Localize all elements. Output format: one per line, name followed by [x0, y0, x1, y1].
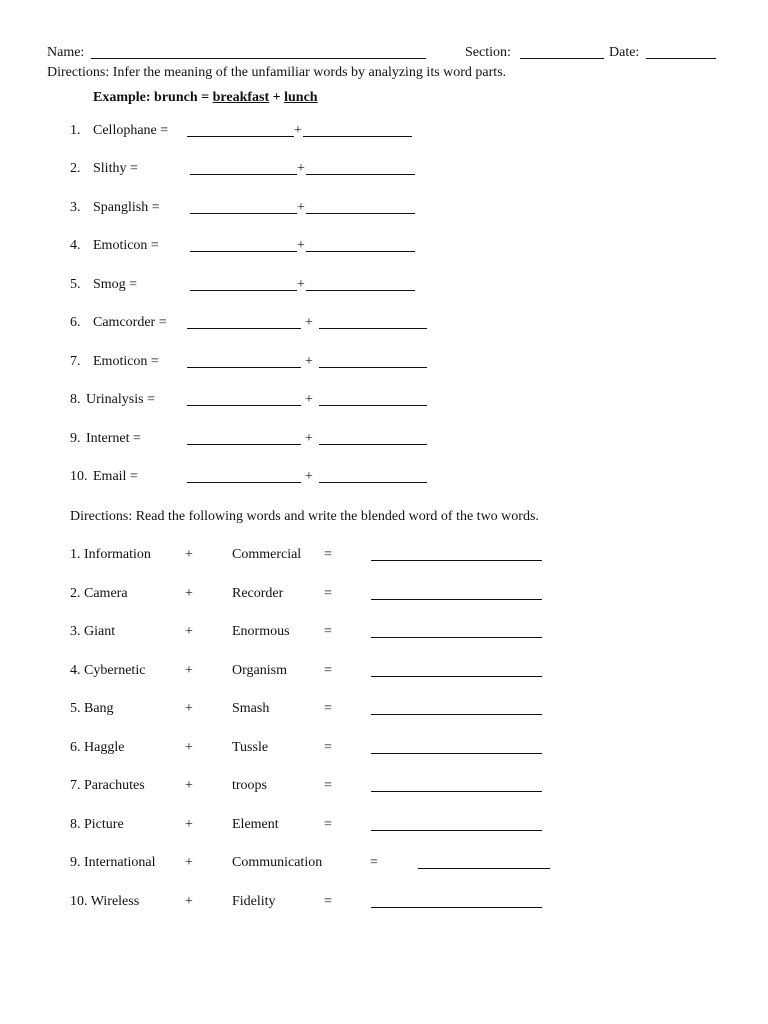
list-item-number: 1. — [70, 123, 81, 138]
date-label: Date: — [609, 45, 640, 60]
word-left: 7. Parachutes — [70, 778, 145, 793]
list-item-word: Internet = — [86, 431, 141, 446]
plus-sign: + — [185, 547, 193, 562]
blend-answer-10[interactable] — [371, 894, 542, 908]
answer-blank-7a[interactable] — [187, 354, 301, 368]
directions-2: Directions: Read the following words and write the blended word of the two words. — [70, 509, 539, 524]
answer-blank-1a[interactable] — [187, 123, 294, 137]
plus-sign: + — [185, 701, 193, 716]
list-item-number: 5. — [70, 277, 81, 292]
example-part2: lunch — [284, 90, 318, 105]
equals-sign: = — [324, 740, 332, 755]
word-left: 2. Camera — [70, 586, 128, 601]
answer-blank-10b[interactable] — [319, 469, 427, 483]
equals-sign: = — [370, 855, 378, 870]
word-right: Communication — [232, 855, 323, 870]
plus-sign: + — [185, 586, 193, 601]
list-item-word: Spanglish = — [93, 200, 160, 215]
blend-answer-4[interactable] — [371, 663, 542, 677]
equals-sign: = — [324, 817, 332, 832]
list-item-word: Email = — [93, 469, 138, 484]
list-item-word: Camcorder = — [93, 315, 167, 330]
plus-sign: + — [185, 624, 193, 639]
plus-sign: + — [185, 855, 193, 870]
answer-blank-8b[interactable] — [319, 392, 427, 406]
word-left: 10. Wireless — [70, 894, 140, 909]
answer-blank-7b[interactable] — [319, 354, 427, 368]
list-item-word: Emoticon = — [93, 238, 159, 253]
answer-blank-5a[interactable] — [190, 277, 297, 291]
list-item-word: Urinalysis = — [86, 392, 155, 407]
word-right: troops — [232, 778, 267, 793]
word-right: Commercial — [232, 547, 302, 562]
word-left: 1. Information — [70, 547, 151, 562]
list-item-number: 8. — [70, 392, 81, 407]
blend-answer-9[interactable] — [418, 855, 550, 869]
answer-blank-1b[interactable] — [303, 123, 412, 137]
list-item-number: 3. — [70, 200, 81, 215]
word-left: 5. Bang — [70, 701, 114, 716]
example-line — [93, 90, 318, 106]
list-item-number: 7. — [70, 354, 81, 369]
blend-answer-3[interactable] — [371, 624, 542, 638]
equals-sign: = — [324, 894, 332, 909]
equals-sign: = — [324, 663, 332, 678]
word-right: Fidelity — [232, 894, 276, 909]
word-right: Smash — [232, 701, 270, 716]
word-right: Enormous — [232, 624, 290, 639]
blend-answer-6[interactable] — [371, 740, 542, 754]
plus-sign: + — [297, 200, 305, 215]
word-left: 9. International — [70, 855, 156, 870]
plus-sign: + — [305, 469, 313, 484]
list-item-number: 6. — [70, 315, 81, 330]
blend-answer-5[interactable] — [371, 701, 542, 715]
list-item-word: Smog = — [93, 277, 138, 292]
answer-blank-4b[interactable] — [306, 238, 415, 252]
date-field[interactable] — [646, 45, 716, 59]
directions-1: Directions: Infer the meaning of the unfamiliar words by analyzing its word parts. — [47, 65, 507, 80]
answer-blank-9a[interactable] — [187, 431, 301, 445]
list-item-word: Cellophane = — [93, 123, 169, 138]
list-item-number: 2. — [70, 161, 81, 176]
plus-sign: + — [185, 817, 193, 832]
plus-sign: + — [305, 392, 313, 407]
list-item-word: Emoticon = — [93, 354, 159, 369]
word-right: Recorder — [232, 586, 284, 601]
list-item-number: 10. — [70, 469, 88, 484]
example-plus: + — [269, 90, 285, 105]
word-left: 3. Giant — [70, 624, 116, 639]
equals-sign: = — [324, 547, 332, 562]
blend-answer-7[interactable] — [371, 778, 542, 792]
word-right: Tussle — [232, 740, 269, 755]
equals-sign: = — [324, 586, 332, 601]
plus-sign: + — [297, 161, 305, 176]
answer-blank-9b[interactable] — [319, 431, 427, 445]
equals-sign: = — [324, 701, 332, 716]
list-item-number: 9. — [70, 431, 81, 446]
word-left: 6. Haggle — [70, 740, 125, 755]
blend-answer-1[interactable] — [371, 547, 542, 561]
plus-sign: + — [294, 123, 302, 138]
equals-sign: = — [324, 624, 332, 639]
plus-sign: + — [305, 354, 313, 369]
equals-sign: = — [324, 778, 332, 793]
plus-sign: + — [297, 238, 305, 253]
answer-blank-2a[interactable] — [190, 161, 297, 175]
answer-blank-5b[interactable] — [306, 277, 415, 291]
answer-blank-8a[interactable] — [187, 392, 301, 406]
answer-blank-3a[interactable] — [190, 200, 297, 214]
plus-sign: + — [305, 315, 313, 330]
answer-blank-2b[interactable] — [306, 161, 415, 175]
section-field[interactable] — [520, 45, 604, 59]
word-left: 8. Picture — [70, 817, 124, 832]
example-part1: breakfast — [212, 90, 270, 105]
answer-blank-10a[interactable] — [187, 469, 301, 483]
word-right: Element — [232, 817, 279, 832]
plus-sign: + — [185, 894, 193, 909]
plus-sign: + — [305, 431, 313, 446]
section-label: Section: — [465, 45, 511, 60]
blend-answer-2[interactable] — [371, 586, 542, 600]
answer-blank-6b[interactable] — [319, 315, 427, 329]
plus-sign: + — [185, 663, 193, 678]
list-item-word: Slithy = — [93, 161, 138, 176]
answer-blank-6a[interactable] — [187, 315, 301, 329]
plus-sign: + — [185, 740, 193, 755]
plus-sign: + — [297, 277, 305, 292]
blend-answer-8[interactable] — [371, 817, 542, 831]
example-prefix: Example: brunch = — [93, 90, 213, 105]
word-left: 4. Cybernetic — [70, 663, 146, 678]
list-item-number: 4. — [70, 238, 81, 253]
name-label: Name: — [47, 45, 85, 60]
answer-blank-3b[interactable] — [306, 200, 415, 214]
answer-blank-4a[interactable] — [190, 238, 297, 252]
plus-sign: + — [185, 778, 193, 793]
word-right: Organism — [232, 663, 287, 678]
name-field[interactable] — [91, 45, 426, 59]
